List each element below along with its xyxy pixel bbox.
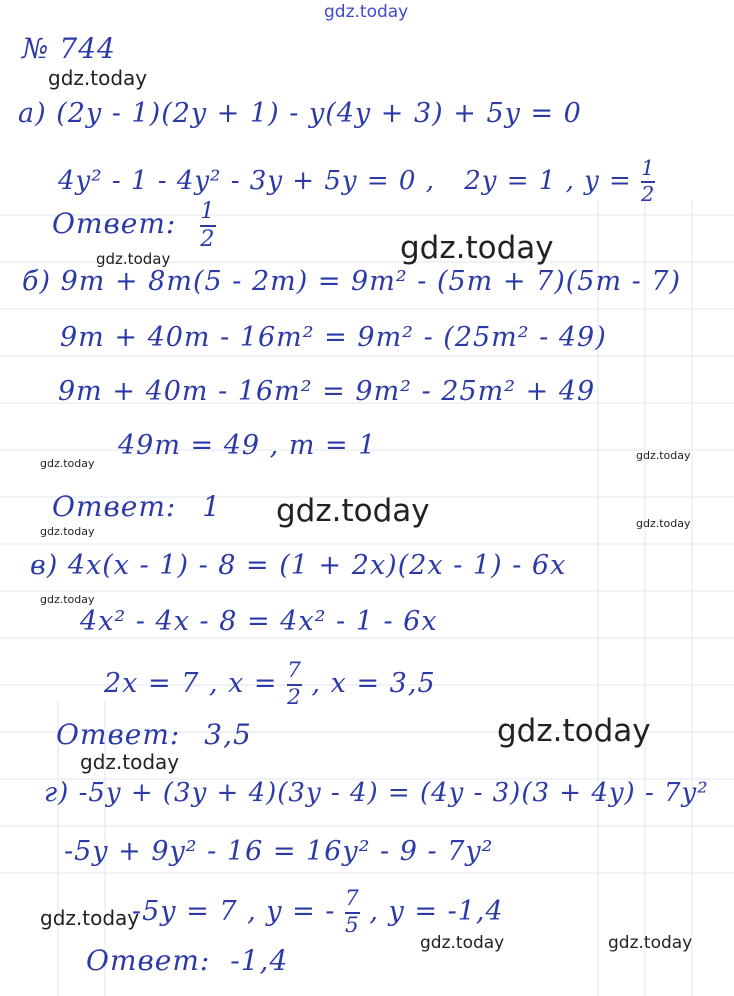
part-a-equation bbox=[18, 98, 582, 129]
part-v-answer bbox=[56, 718, 252, 751]
part-a-step1b-text: 2y = 1 , y = bbox=[464, 165, 632, 196]
watermark: gdz.today bbox=[40, 525, 95, 538]
watermark: gdz.today bbox=[324, 2, 409, 22]
part-v-step2a: 2x = 7 , x = bbox=[104, 668, 278, 700]
part-g-fraction bbox=[345, 888, 360, 937]
watermark: gdz.today bbox=[40, 457, 95, 470]
part-v-fraction bbox=[287, 660, 302, 709]
part-g-equation-text: -5y + (3y + 4)(3y - 4) = (4y - 3)(3 + 4y) - 7y² bbox=[78, 778, 709, 808]
part-v-equation-text: 4x(x - 1) - 8 = (1 + 2x)(2x - 1) - 6x bbox=[67, 550, 567, 581]
part-b-label: б) bbox=[22, 266, 52, 297]
part-g-label: г) bbox=[44, 778, 70, 808]
part-g-frac-den: 5 bbox=[345, 912, 360, 938]
part-g-frac-num: 7 bbox=[345, 886, 360, 911]
watermark: gdz.today bbox=[400, 230, 554, 266]
part-b-step3: 49m = 49 , m = 1 bbox=[118, 430, 377, 461]
part-v-label: в) bbox=[30, 550, 59, 581]
part-b-step2: 9m + 40m - 16m² = 9m² - 25m² + 49 bbox=[58, 376, 596, 407]
watermark: gdz.today bbox=[40, 906, 140, 930]
part-v-step2 bbox=[104, 660, 436, 709]
part-a-answer-fraction bbox=[200, 200, 215, 251]
part-g-step2 bbox=[132, 888, 504, 937]
part-b-answer-label: Ответ: bbox=[52, 490, 177, 523]
part-g-step2a: -5y = 7 , y = - bbox=[132, 896, 336, 928]
part-v-equation bbox=[30, 550, 566, 581]
part-b-step1: 9m + 40m - 16m² = 9m² - (25m² - 49) bbox=[60, 322, 607, 353]
part-a-step1-text: 4y² - 1 - 4y² - 3y + 5y = 0 , bbox=[58, 165, 435, 196]
part-a-answer bbox=[52, 200, 216, 251]
part-a-answer-label: Ответ: bbox=[52, 207, 177, 241]
part-a-fraction bbox=[641, 158, 655, 206]
part-v-frac-den: 2 bbox=[287, 684, 302, 710]
part-a-frac-num: 1 bbox=[641, 156, 656, 180]
watermark: gdz.today bbox=[96, 250, 171, 268]
watermark: gdz.today bbox=[636, 449, 691, 462]
watermark: gdz.today bbox=[497, 713, 651, 749]
part-a-step1 bbox=[58, 158, 655, 206]
watermark: gdz.today bbox=[80, 750, 180, 774]
watermark: gdz.today bbox=[276, 493, 430, 529]
watermark: gdz.today bbox=[608, 933, 693, 953]
part-a-equation-text: (2y - 1)(2y + 1) - y(4y + 3) + 5y = 0 bbox=[56, 98, 582, 129]
part-v-answer-value: 3,5 bbox=[204, 718, 252, 751]
part-a-answer-den: 2 bbox=[200, 225, 216, 252]
part-b-equation-text: 9m + 8m(5 - 2m) = 9m² - (5m + 7)(5m - 7) bbox=[60, 266, 682, 297]
part-b-equation bbox=[22, 266, 681, 297]
part-g-step2b: , y = -1,4 bbox=[369, 896, 504, 928]
watermark: gdz.today bbox=[48, 66, 148, 90]
watermark: gdz.today bbox=[40, 593, 95, 606]
task-number: № 744 bbox=[22, 32, 116, 65]
part-a-answer-num: 1 bbox=[200, 198, 216, 224]
part-b-answer-value: 1 bbox=[202, 490, 222, 523]
part-g-step1: -5y + 9y² - 16 = 16y² - 9 - 7y² bbox=[64, 836, 494, 867]
part-g-answer-label: Ответ: bbox=[86, 944, 211, 977]
part-v-step2b: , x = 3,5 bbox=[311, 668, 436, 700]
part-b-answer bbox=[52, 490, 221, 523]
part-v-answer-label: Ответ: bbox=[56, 718, 181, 751]
part-g-answer bbox=[86, 944, 288, 977]
part-v-frac-num: 7 bbox=[287, 658, 302, 683]
part-a-label: а) bbox=[18, 98, 47, 129]
watermark: gdz.today bbox=[420, 933, 505, 953]
part-g-answer-value: -1,4 bbox=[230, 944, 289, 977]
part-g-equation bbox=[44, 778, 709, 808]
watermark: gdz.today bbox=[636, 517, 691, 530]
part-v-step1: 4x² - 4x - 8 = 4x² - 1 - 6x bbox=[80, 606, 438, 637]
part-a-frac-den: 2 bbox=[641, 181, 656, 206]
